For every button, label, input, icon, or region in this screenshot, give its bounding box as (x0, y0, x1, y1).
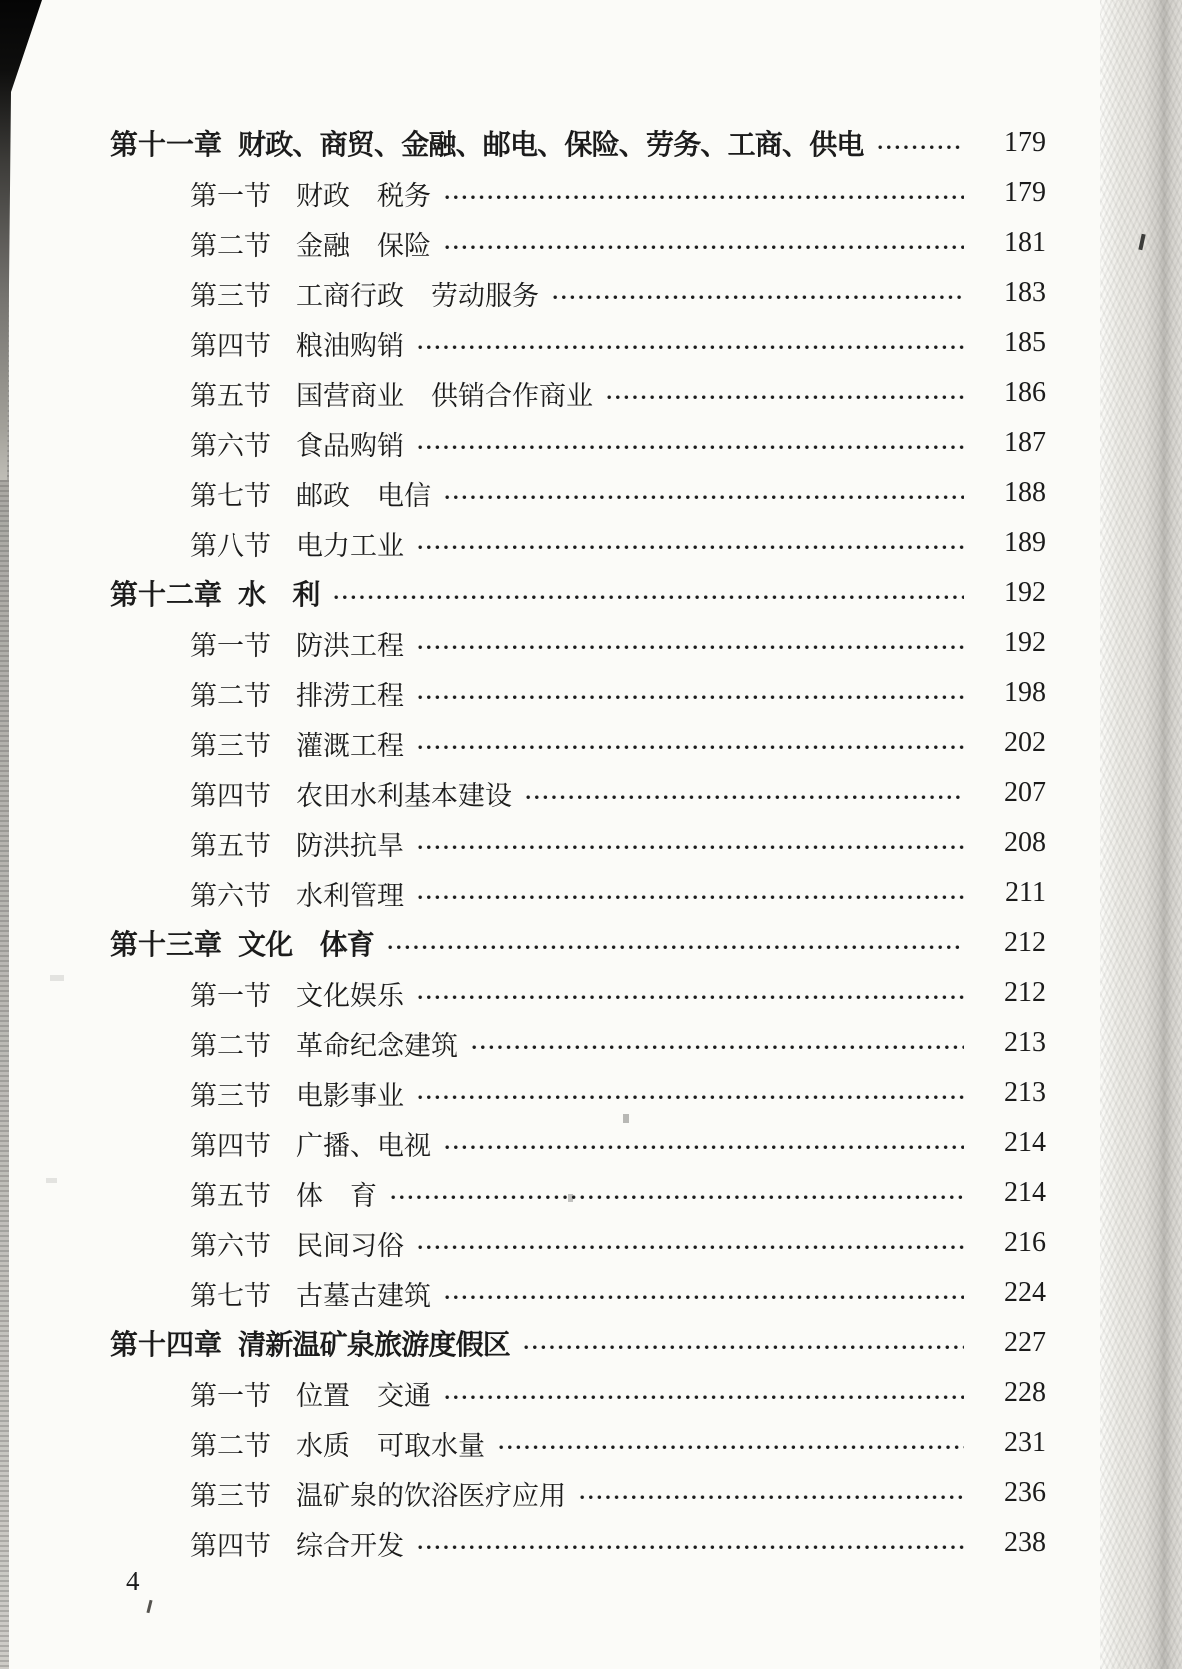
entry-page-number: 236 (1004, 1477, 1046, 1508)
entry-title: 广播、电视 (296, 1130, 431, 1161)
entry-page-number: 228 (1004, 1377, 1046, 1408)
dot-leader (418, 995, 964, 1000)
entry-page-number: 213 (1004, 1027, 1046, 1058)
entry-label: 第十一章 (110, 130, 223, 161)
toc-section-row (110, 818, 1046, 868)
toc-section-row (110, 368, 1046, 418)
toc-section-row (110, 1368, 1046, 1418)
scan-artifact-speck (50, 975, 64, 981)
entry-title: 防洪工程 (296, 630, 404, 661)
entry-label: 第四节 (190, 330, 271, 361)
entry-title: 财政、商贸、金融、邮电、保险、劳务、工商、供电 (238, 130, 864, 161)
toc-section-row (110, 968, 1046, 1018)
entry-page-number: 192 (1004, 627, 1046, 658)
entry-title: 国营商业 供销合作商业 (296, 380, 593, 411)
toc-section-row (110, 218, 1046, 268)
entry-page-number: 216 (1004, 1227, 1046, 1258)
entry-title: 文化娱乐 (296, 980, 404, 1011)
dot-leader (445, 1145, 964, 1150)
dot-leader (445, 1395, 964, 1400)
entry-label: 第二节 (190, 230, 271, 261)
toc-section-row (110, 718, 1046, 768)
toc-chapter-row (110, 568, 1046, 618)
entry-page-number: 192 (1004, 577, 1046, 608)
entry-page-number: 179 (1004, 127, 1046, 158)
entry-label: 第一节 (190, 980, 271, 1011)
entry-page-number: 198 (1004, 677, 1046, 708)
entry-page-number: 181 (1004, 227, 1046, 258)
entry-title: 位置 交通 (296, 1380, 431, 1411)
entry-title: 文化 体育 (238, 930, 375, 961)
entry-page-number: 224 (1004, 1277, 1046, 1308)
entry-page-number: 185 (1004, 327, 1046, 358)
dot-leader (418, 645, 964, 650)
entry-title: 水 利 (238, 580, 320, 611)
entry-title: 财政 税务 (296, 180, 431, 211)
entry-title: 粮油购销 (296, 330, 404, 361)
dot-leader (391, 1195, 964, 1200)
entry-label: 第六节 (190, 1230, 271, 1261)
entry-label: 第四节 (190, 1130, 271, 1161)
toc-chapter-row (110, 918, 1046, 968)
entry-page-number: 188 (1004, 477, 1046, 508)
dot-leader (418, 695, 964, 700)
dot-leader (607, 395, 964, 400)
entry-label: 第二节 (190, 680, 271, 711)
toc-section-row (110, 618, 1046, 668)
dot-leader (878, 145, 964, 150)
entry-title: 清新温矿泉旅游度假区 (238, 1330, 511, 1361)
toc-section-row (110, 1068, 1046, 1118)
entry-title: 电影事业 (296, 1080, 404, 1111)
dot-leader (418, 445, 964, 450)
dot-leader (445, 1295, 964, 1300)
toc-chapter-row (110, 1318, 1046, 1368)
dot-leader (526, 795, 964, 800)
dot-leader (418, 895, 964, 900)
entry-label: 第十四章 (110, 1330, 223, 1361)
dot-leader (580, 1495, 964, 1500)
entry-title: 食品购销 (296, 430, 404, 461)
entry-label: 第二节 (190, 1030, 271, 1061)
entry-title: 灌溉工程 (296, 730, 404, 761)
entry-label: 第一节 (190, 180, 271, 211)
toc-section-row (110, 418, 1046, 468)
entry-page-number: 212 (1004, 927, 1046, 958)
entry-label: 第一节 (190, 1380, 271, 1411)
entry-label: 第七节 (190, 480, 271, 511)
entry-label: 第六节 (190, 430, 271, 461)
entry-title: 工商行政 劳动服务 (296, 280, 539, 311)
entry-label: 第五节 (190, 830, 271, 861)
toc-section-row (110, 1468, 1046, 1518)
toc-section-row (110, 868, 1046, 918)
entry-page-number: 212 (1004, 977, 1046, 1008)
entry-label: 第一节 (190, 630, 271, 661)
entry-label: 第十三章 (110, 930, 223, 961)
dot-leader (334, 595, 964, 600)
entry-title: 金融 保险 (296, 230, 431, 261)
entry-title: 体 育 (296, 1180, 377, 1211)
entry-page-number: 207 (1004, 777, 1046, 808)
entry-page-number: 213 (1004, 1077, 1046, 1108)
dot-leader (553, 295, 964, 300)
dot-leader (418, 1245, 964, 1250)
dot-leader (418, 845, 964, 850)
dot-leader (418, 1095, 964, 1100)
toc-section-row (110, 1168, 1046, 1218)
entry-page-number: 179 (1004, 177, 1046, 208)
scan-artifact-speck (46, 1178, 57, 1183)
toc-chapter-row (110, 118, 1046, 168)
scan-artifact-speck (146, 1600, 152, 1613)
toc-section-row (110, 1118, 1046, 1168)
entry-label: 第三节 (190, 280, 271, 311)
entry-page-number: 211 (1005, 877, 1046, 908)
entry-label: 第七节 (190, 1280, 271, 1311)
dot-leader (445, 495, 964, 500)
footer-page-number: 4 (126, 1566, 140, 1596)
toc-section-row (110, 1268, 1046, 1318)
toc-section-row (110, 468, 1046, 518)
toc-section-row (110, 518, 1046, 568)
entry-title: 革命纪念建筑 (296, 1030, 458, 1061)
entry-label: 第六节 (190, 880, 271, 911)
entry-label: 第五节 (190, 380, 271, 411)
scan-artifact-right-edge (1100, 0, 1182, 1669)
entry-label: 第十二章 (110, 580, 223, 611)
toc-section-row (110, 268, 1046, 318)
entry-title: 水利管理 (296, 880, 404, 911)
toc-section-row (110, 1418, 1046, 1468)
entry-label: 第三节 (190, 1480, 271, 1511)
entry-page-number: 208 (1004, 827, 1046, 858)
entry-page-number: 231 (1004, 1427, 1046, 1458)
entry-title: 古墓古建筑 (296, 1280, 431, 1311)
entry-label: 第三节 (190, 730, 271, 761)
dot-leader (418, 1545, 964, 1550)
entry-page-number: 183 (1004, 277, 1046, 308)
entry-page-number: 214 (1004, 1177, 1046, 1208)
entry-label: 第四节 (190, 780, 271, 811)
toc-section-row (110, 168, 1046, 218)
dot-leader (472, 1045, 964, 1050)
entry-title: 邮政 电信 (296, 480, 431, 511)
dot-leader (499, 1445, 964, 1450)
dot-leader (388, 945, 964, 950)
entry-title: 民间习俗 (296, 1230, 404, 1261)
toc-section-row (110, 1218, 1046, 1268)
scan-artifact-corner-wedge (0, 0, 42, 480)
dot-leader (418, 545, 964, 550)
entry-title: 排涝工程 (296, 680, 404, 711)
entry-title: 电力工业 (296, 530, 404, 561)
entry-title: 水质 可取水量 (296, 1430, 485, 1461)
entry-label: 第三节 (190, 1080, 271, 1111)
entry-title: 温矿泉的饮浴医疗应用 (296, 1480, 566, 1511)
dot-leader (445, 245, 964, 250)
entry-page-number: 202 (1004, 727, 1046, 758)
toc-section-row (110, 1018, 1046, 1068)
toc-section-row (110, 768, 1046, 818)
entry-page-number: 186 (1004, 377, 1046, 408)
toc-section-row (110, 318, 1046, 368)
entry-page-number: 238 (1004, 1527, 1046, 1558)
entry-page-number: 214 (1004, 1127, 1046, 1158)
toc-section-row (110, 668, 1046, 718)
entry-label: 第五节 (190, 1180, 271, 1211)
dot-leader (445, 195, 964, 200)
entry-page-number: 187 (1004, 427, 1046, 458)
entry-label: 第八节 (190, 530, 271, 561)
toc-list (110, 118, 1046, 1568)
dot-leader (418, 345, 964, 350)
entry-label: 第二节 (190, 1430, 271, 1461)
toc-section-row (110, 1518, 1046, 1568)
dot-leader (524, 1345, 964, 1350)
entry-label: 第四节 (190, 1530, 271, 1561)
entry-title: 防洪抗旱 (296, 830, 404, 861)
entry-page-number: 227 (1004, 1327, 1046, 1358)
entry-title: 农田水利基本建设 (296, 780, 512, 811)
entry-page-number: 189 (1004, 527, 1046, 558)
entry-title: 综合开发 (296, 1530, 404, 1561)
dot-leader (418, 745, 964, 750)
